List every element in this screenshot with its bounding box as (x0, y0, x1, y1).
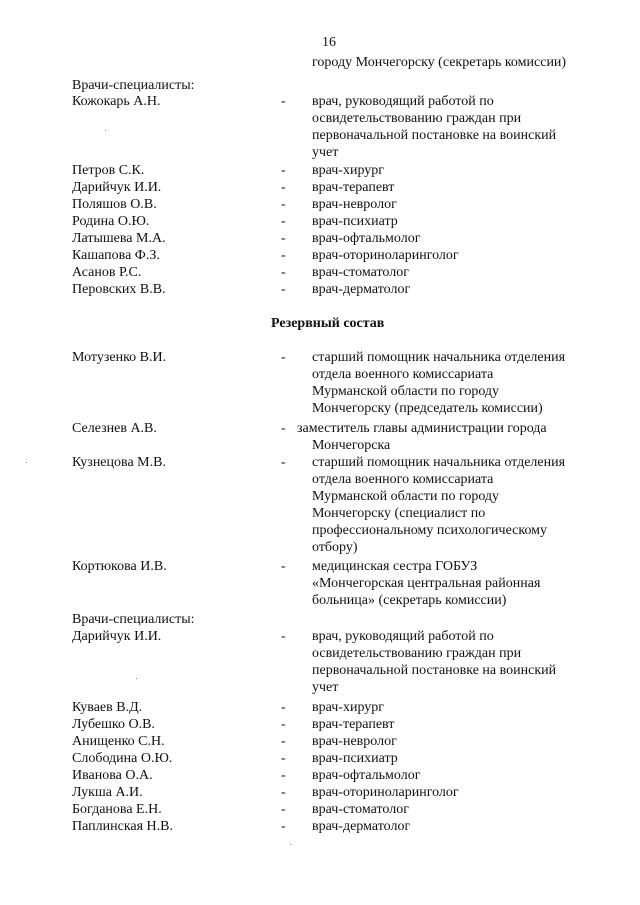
doctor-dash: - (281, 163, 286, 178)
doctor-name: Паплинская Н.В. (72, 819, 174, 834)
doctor-role: врач-оториноларинголог (312, 248, 459, 263)
doctor-role: врач-психиатр (312, 214, 398, 229)
member-name: Селезнев А.В. (72, 421, 157, 436)
doctor-role: врач-хирург (312, 700, 385, 715)
doctor-role: врач-стоматолог (312, 802, 409, 817)
doctor-role: врач-невролог (312, 734, 397, 749)
doctor-dash: - (281, 785, 286, 800)
doctor-name: Родина О.Ю. (72, 214, 150, 229)
doctor-role: врач-офтальмолог (312, 231, 421, 246)
member-role-line: профессиональному психологическому (312, 523, 548, 538)
doctor-dash: - (281, 282, 286, 297)
doctor-role: врач-невролог (312, 197, 397, 212)
member-role-line: первоначальной постановке на воинский (312, 128, 557, 143)
doctor-dash: - (281, 802, 286, 817)
member-role-line: Мончегорска (312, 438, 391, 453)
doctor-dash: - (281, 819, 286, 834)
member-role-line: Мончегорску (специалист по (312, 506, 486, 521)
scan-speck (136, 678, 137, 679)
member-role-line: врач, руководящий работой по (312, 94, 494, 109)
scan-speck (105, 130, 106, 131)
member-dash: - (281, 350, 286, 365)
member-role-line: «Мончегорская центральная районная (312, 576, 541, 591)
doctor-role: врач-стоматолог (312, 265, 409, 280)
member-dash: - (281, 455, 286, 470)
doctor-name: Дарийчук И.И. (72, 180, 162, 195)
member-dash: - (281, 421, 286, 436)
scan-speck (26, 462, 27, 463)
doctor-dash: - (281, 265, 286, 280)
member-role-line: заместитель главы администрации города (297, 421, 547, 436)
member-role-line: освидетельствованию граждан при (312, 646, 522, 661)
member-role-line: врач, руководящий работой по (312, 629, 494, 644)
member-dash: - (281, 559, 286, 574)
member-role-line: медицинская сестра ГОБУЗ (312, 559, 478, 574)
doctor-name: Кашапова Ф.З. (72, 248, 160, 263)
member-name: Дарийчук И.И. (72, 629, 162, 644)
doctor-name: Перовских В.В. (72, 282, 166, 297)
member-role-line: Мурманской области по городу (312, 489, 500, 504)
member-role-line: отдела военного комиссариата (312, 472, 494, 487)
reserve-heading: Резервный состав (271, 316, 385, 331)
member-name: Кортюкова И.В. (72, 559, 167, 574)
doctor-name: Богданова Е.Н. (72, 802, 162, 817)
doctor-dash: - (281, 768, 286, 783)
doctor-role: врач-офтальмолог (312, 768, 421, 783)
member-role-line: старший помощник начальника отделения (312, 350, 566, 365)
specialists-title: Врачи-специалисты: (72, 612, 195, 627)
doctor-role: врач-психиатр (312, 751, 398, 766)
doctor-role: врач-дерматолог (312, 819, 411, 834)
member-role-line: отбору) (312, 540, 358, 555)
scan-speck (290, 844, 291, 845)
continuation-line: городу Мончегорску (секретарь комиссии) (312, 55, 567, 70)
member-role-line: больница» (секретарь комиссии) (312, 593, 507, 608)
doctor-role: врач-дерматолог (312, 282, 411, 297)
member-role-line: первоначальной постановке на воинский (312, 663, 557, 678)
doctor-name: Лубешко О.В. (72, 717, 155, 732)
doctor-role: врач-оториноларинголог (312, 785, 459, 800)
page-number: 16 (322, 35, 336, 50)
doctor-dash: - (281, 180, 286, 195)
doctor-name: Анищенко С.Н. (72, 734, 165, 749)
doctor-dash: - (281, 700, 286, 715)
doctor-name: Поляшов О.В. (72, 197, 157, 212)
doctor-dash: - (281, 717, 286, 732)
member-role-line: старший помощник начальника отделения (312, 455, 566, 470)
doctor-name: Латышева М.А. (72, 231, 166, 246)
member-role-line: учет (312, 680, 339, 695)
member-dash: - (281, 629, 286, 644)
doctor-name: Иванова О.А. (72, 768, 153, 783)
doctor-dash: - (281, 734, 286, 749)
member-role-line: учет (312, 145, 339, 160)
specialists-title: Врачи-специалисты: (72, 78, 195, 93)
member-role-line: Мончегорску (председатель комиссии) (312, 401, 543, 416)
member-role-line: отдела военного комиссариата (312, 367, 494, 382)
member-dash: - (281, 94, 286, 109)
member-role-line: Мурманской области по городу (312, 384, 500, 399)
member-name: Кожокарь А.Н. (72, 94, 161, 109)
doctor-role: врач-терапевт (312, 717, 395, 732)
doctor-name: Куваев В.Д. (72, 700, 143, 715)
doctor-name: Асанов Р.С. (72, 265, 142, 280)
doctor-role: врач-хирург (312, 163, 385, 178)
doctor-name: Слободина О.Ю. (72, 751, 173, 766)
member-name: Мотузенко В.И. (72, 350, 167, 365)
doctor-dash: - (281, 214, 286, 229)
doctor-dash: - (281, 751, 286, 766)
doctor-role: врач-терапевт (312, 180, 395, 195)
doctor-dash: - (281, 197, 286, 212)
member-role-line: освидетельствованию граждан при (312, 111, 522, 126)
member-name: Кузнецова М.В. (72, 455, 166, 470)
doctor-name: Петров С.К. (72, 163, 145, 178)
doctor-dash: - (281, 248, 286, 263)
doctor-name: Лукша А.И. (72, 785, 143, 800)
doctor-dash: - (281, 231, 286, 246)
